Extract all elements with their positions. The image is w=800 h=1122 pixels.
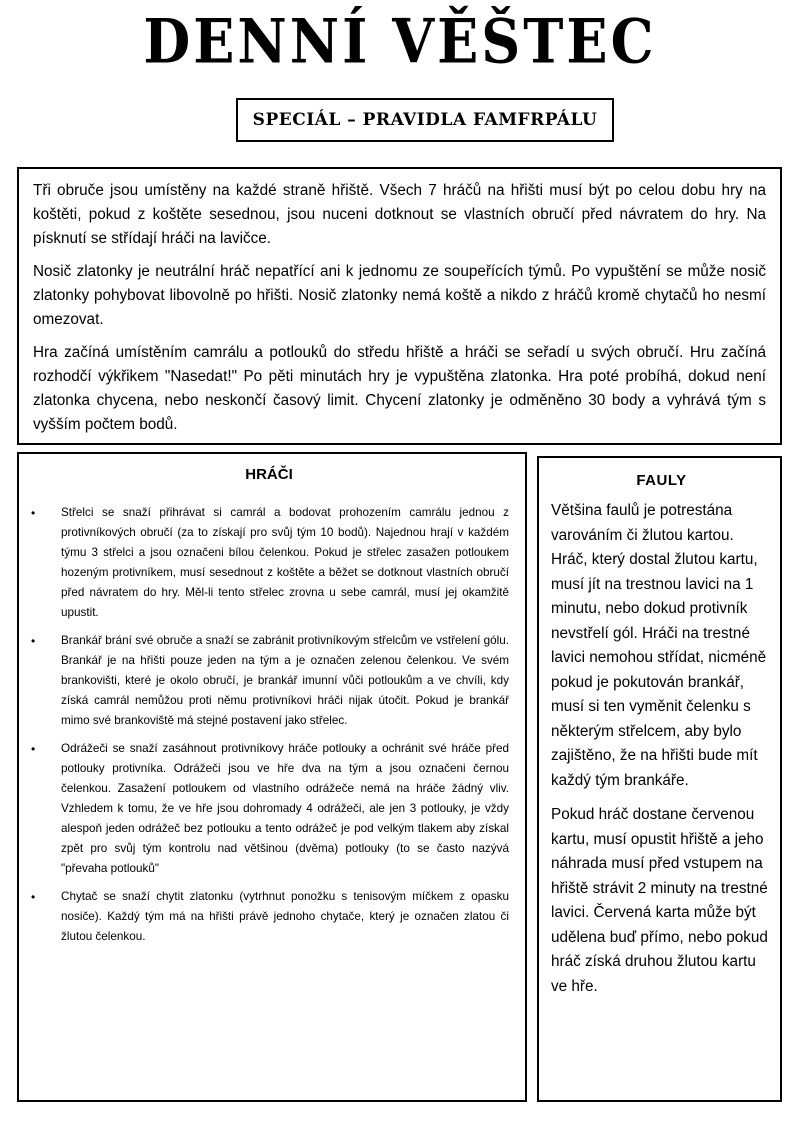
newspaper-masthead: DENNÍ VĚŠTEC [143, 5, 657, 77]
list-item [29, 739, 509, 879]
players-title: HRÁČI [245, 466, 293, 483]
players-section [17, 452, 527, 1102]
list-item [29, 503, 509, 623]
bullet-icon: • [31, 506, 36, 520]
player-role-text: Brankář brání své obruče a snaží se zabránit protivníkovým střelcům ve vstřelení gólu. Brankář je na hřišti pouze jeden na tým a je označen zelenou čelenkou. Ve svém brankovišti, které je okolo obručí, je brankář imunní vůči potloukům a ve chvíli, kdy získá camrál nemůžou proti němu protivníkovi hráči nijak útočit. Pokud je brankář mimo své brankoviště má stejné postavení jako střelec. [61, 634, 509, 727]
bullet-icon: • [31, 890, 36, 904]
player-role-text: Chytač se snaží chytit zlatonku (vytrhnut ponožku s tenisovým míčkem z opasku nosiče). Každý tým má na hřišti právě jednoho chytače, který je označen zlatou či žlutou čelenkou. [61, 890, 509, 943]
list-item [29, 631, 509, 731]
players-list [29, 503, 509, 947]
intro-paragraph: Hra začíná umístěním camrálu a potlouků do středu hřiště a hráči se seřadí u svých obručí. Hru začíná rozhodčí výkřikem "Nasedat!" Po pěti minutách hry je vypuštěna zlatonka. Hra poté probíhá, dokud není zlatonka chycena, nebo neskončí časový limit. Chycení zlatonky je odměněno 30 body a vyhrává tým s vyšším počtem bodů. [33, 344, 766, 433]
intro-paragraph: Nosič zlatonky je neutrální hráč nepatřící ani k jednomu ze soupeřících týmů. Po vypuštění se může nosič zlatonky pohybovat libovolně po hřišti. Nosič zlatonky nemá koště a nikdo z hráčů kromě chytačů ho nesmí omezovat. [33, 263, 766, 328]
fouls-section [537, 456, 782, 1102]
fouls-paragraph: Pokud hráč dostane červenou kartu, musí opustit hřiště a jeho náhrada musí před vstupem na hřiště strávit 2 minuty na trestné lavici. Červená karta může být udělena buď přímo, nebo pokud hráč získá druhou žlutou kartu ve hře. [551, 806, 768, 995]
intro-box [17, 167, 782, 445]
intro-paragraph: Tři obruče jsou umístěny na každé straně hřiště. Všech 7 hráčů na hřišti musí být po celou dobu hry na koštěti, pokud z koštěte sesednou, jsou nuceni dotknout se vlastních obručí před návratem do hry. Na písknutí se střídají hráči na lavičce. [33, 182, 766, 247]
fouls-paragraph: Většina faulů je potrestána varováním či žlutou kartou. Hráč, který dostal žlutou kartu, musí jít na trestnou lavici na 1 minutu, nebo dokud protivník nevstřelí gól. Hráči na trestné lavici nemohou střídat, nicméně pokud je pokutován brankář, musí si ten vyměnit čelenku s některým střelcem, aby bylo zajištěno, že na hřišti bude mít každý tým brankáře. [551, 502, 767, 789]
bullet-icon: • [31, 634, 36, 648]
bullet-icon: • [31, 742, 36, 756]
subtitle-box [236, 98, 614, 142]
fouls-title: FAULY [636, 472, 687, 489]
player-role-text: Odrážeči se snaží zasáhnout protivníkovy hráče potlouky a ochránit své hráče před potlouky protivníka. Odrážeči jsou ve hře dva na tým a jsou označeni černou čelenkou. Zasažení potloukem od vlastního odrážeče nemá na hráče žádný vliv. Vzhledem k tomu, že ve hře jsou dohromady 4 odrážeči, ale jen 3 potlouky, je vždy alespoň jeden odrážeč bez potlouku a tento odrážeč je pod velkým tlakem aby získal zpět pro svůj tým kontrolu nad většinou (dvěma) potlouky (to se často nazývá "převaha potlouků" [61, 742, 509, 875]
player-role-text: Střelci se snaží přihrávat si camrál a bodovat prohozením camrálu jednou z protivníkových obručí (za to získají pro svůj tým 10 bodů). Najednou hrají v každém týmu 3 střelci a jsou označeni bílou čelenkou. Pokud je střelec zasažen potloukem hozeným protivníkem, musí sesednout z koštěte a běžet se dotknout vlastních obručí před návratem do hry. Měl-li tento střelec zrovna u sebe camrál, musí jej okamžitě upustit. [61, 506, 509, 619]
list-item [29, 887, 509, 947]
subtitle: SPECIÁL – PRAVIDLA FAMFRPÁLU [252, 110, 598, 130]
